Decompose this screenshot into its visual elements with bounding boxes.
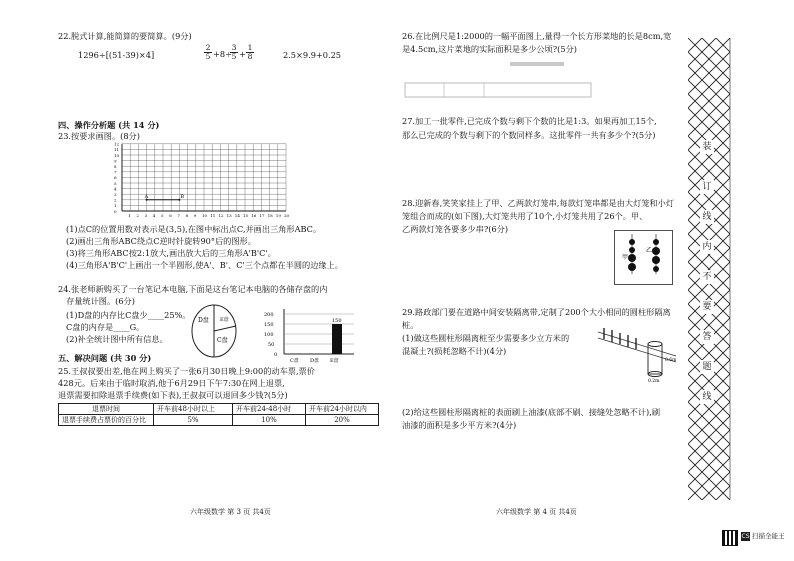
q23-instruction-4: (4)三角形A'B'C'上画出一个半圆形,使A'、B'、C'三个点都在半圆的边缘上。: [66, 260, 343, 270]
q22-expr2: $\frac{2}{5}$ +8÷ $\frac{3}{5}$ + $\frac{1}{8}$: [205, 43, 253, 61]
lantern-label-jia: 甲: [622, 254, 629, 261]
x-tick-label: 17: [259, 213, 265, 218]
q22-title: 22.脱式计算,能简算的要简算。(9分): [58, 31, 192, 41]
y-tick-label: 10: [114, 152, 120, 158]
bar-e-disk: [332, 324, 342, 354]
q24-line-1: 24.张老师新购买了一台笔记本电脑,下面是这台笔记本电脑的各储存盘的内: [58, 284, 328, 294]
table-cell: 5%: [154, 415, 233, 426]
q23-instruction-3: (3)将三角形ABC按2:1放大,画出放大后的三角形A'B'C'。: [66, 248, 276, 258]
q24-line-2: 存量统计图。(6分): [66, 296, 135, 306]
q26-line-2: 是4.5cm,这片菜地的实际面积是多少公顷?(5分): [402, 44, 577, 54]
q23-coordinate-grid: [112, 141, 292, 224]
scan-app-logo-icon: CS: [741, 533, 750, 540]
q24-line-3: (1)D盘的内存比C盘少____25%。: [66, 310, 191, 320]
y-tick-label: 5: [114, 180, 117, 186]
binding-margin-pattern: [688, 38, 730, 500]
q29-bollard-figure: [596, 322, 682, 384]
x-tick-label: 11: [210, 213, 216, 218]
x-tick-label: 16: [251, 213, 257, 218]
point-b-label: B: [180, 193, 185, 200]
bar-y-tick: 100: [264, 332, 274, 338]
binding-char: 题: [700, 360, 714, 374]
q29-line-3: (1)做这些圆柱形隔离桩至少需要多少立方米的: [402, 333, 570, 343]
binding-char: 订: [700, 180, 714, 194]
binding-char: 线: [700, 390, 714, 404]
scan-artifact: [508, 58, 568, 70]
scan-artifact: [404, 80, 594, 102]
x-tick-label: 3: [144, 213, 148, 218]
x-tick-label: 20: [284, 213, 290, 218]
q22-expr1: 1296÷[(51-39)×4]: [78, 50, 155, 60]
right-page-footer: 六年级数学 第 4 页 共4页: [496, 508, 577, 516]
q24-pie-chart: [190, 304, 240, 360]
bollard-height-label: 0.6m: [665, 358, 677, 363]
x-tick-label: 19: [275, 213, 281, 218]
y-tick-label: 12: [114, 141, 120, 147]
x-tick-label: 10: [202, 213, 208, 218]
x-tick-label: 1: [128, 213, 131, 218]
q27-line-1: 27.加工一批零件,已完成个数与剩下个数的比是1:3。如果再加工15个,: [402, 116, 657, 126]
q29-line-4: 混凝土?(损耗忽略不计)(4分): [402, 346, 507, 356]
q28-lantern-figure: [614, 230, 674, 286]
x-tick-label: 8: [185, 213, 189, 218]
x-tick-label: 14: [234, 213, 240, 218]
table-cell: 退票手续费占票价的百分比: [59, 415, 154, 426]
y-tick-label: 11: [114, 147, 120, 153]
q25-line-2: 428元。后来由于临时取消,他于6月29日下午7:30在网上退票,: [58, 378, 285, 388]
binding-char: 装: [700, 140, 714, 154]
table-cell: 10%: [233, 415, 306, 426]
q23-instruction-2: (2)画出三角形ABC绕点C逆时针旋转90°后的图形。: [66, 236, 256, 246]
table-row: [59, 404, 379, 415]
pie-label-d: D盘: [198, 317, 209, 324]
q24-line-5: (2)补全统计图中所有信息。: [66, 334, 168, 344]
bar-x-label-c: C盘: [290, 358, 299, 364]
binding-char: 线: [700, 210, 714, 224]
table-cell: 20%: [306, 415, 379, 426]
y-tick-label: 3: [114, 192, 117, 197]
bar-x-label-e: E盘: [330, 358, 339, 364]
q25-refund-fee-table: [58, 403, 379, 426]
q27-line-2: 那么已完成的个数与剩下的个数同样多。这批零件一共有多少个?(5分): [402, 130, 656, 140]
q22-expr3: 2.5×9.9+0.25: [283, 50, 341, 60]
x-tick-label: 6: [169, 213, 172, 218]
table-header-cell: 开车前24-48小时: [233, 404, 306, 415]
bar-y-tick: 150: [264, 322, 274, 328]
binding-char: 答: [700, 330, 714, 344]
table-header-cell: 开车前48小时以上: [154, 404, 233, 415]
q28-line-2: 笼组合而成的(如下图),大灯笼共用了10个,小灯笼共用了26个。甲、: [402, 211, 648, 221]
q25-line-3: 退票需要扣除退票手续费(如下表),王叔叔可以退回多少钱?(5分): [58, 390, 288, 400]
y-tick-label: 2: [114, 197, 117, 203]
x-tick-label: 18: [267, 213, 273, 218]
bar-y-tick: 50: [268, 342, 275, 348]
q25-line-1: 25.王叔叔要出差,他在网上购买了一张6月30日晚上9:00的动车票,票价: [58, 366, 315, 376]
x-tick-label: 2: [136, 213, 139, 218]
bollard-diameter-label: 0.2m: [648, 379, 660, 384]
table-row: [59, 415, 379, 426]
x-tick-label: 7: [177, 213, 180, 218]
y-tick-label: 6: [114, 175, 117, 181]
scan-app-label: 扫描全能王: [752, 532, 785, 540]
q23-instruction-1: (1)点C的位置用数对表示是(3,5),在图中标出点C,并画出三角形ABC。: [66, 224, 322, 234]
y-tick-label: 1: [114, 203, 117, 209]
q28-line-3: 乙两款灯笼各要多少串?(6分): [402, 224, 509, 234]
binding-char: 不: [700, 270, 714, 284]
q29-line-5: (2)给这些圆柱形隔离桩的表面刷上油漆(底部不刷、接缝处忽略不计),刷: [402, 407, 661, 417]
q28-line-1: 28.迎新春,笑笑家挂上了甲、乙两款灯笼串,每款灯笼串都是由大灯笼和小灯: [402, 198, 675, 208]
x-tick-label: 15: [243, 213, 249, 218]
q24-line-4: C盘的内存是____G。: [66, 322, 145, 332]
point-a-label: A: [144, 193, 149, 200]
x-tick-label: 5: [161, 213, 164, 218]
bar-y-tick: 200: [264, 312, 274, 318]
q26-line-1: 26.在比例尺是1:2000的一幅平面图上,量得一个长方形菜地的长是8cm,宽: [402, 31, 672, 41]
q29-line-1: 29.路政部门要在道路中间安装隔离带,定制了200个大小相同的圆柱形隔离: [402, 307, 671, 317]
section-4-heading: 四、操作分析题 (共 14 分): [58, 120, 160, 130]
y-tick-label: 9: [114, 158, 117, 164]
table-header-cell: 开车前24小时以内: [306, 404, 379, 415]
lantern-label-yi: 乙: [646, 247, 653, 254]
x-tick-label: 12: [218, 213, 224, 218]
y-tick-label: 0: [114, 208, 117, 214]
x-tick-label: 9: [193, 213, 197, 218]
pie-label-c: C盘: [217, 337, 228, 344]
binding-char: 内: [700, 240, 714, 254]
qr-code-icon: [722, 530, 738, 546]
section-5-heading: 五、解决问题 (共 30 分): [58, 353, 152, 363]
left-page-footer: 六年级数学 第 3 页 共4页: [190, 508, 271, 516]
bar-top-label: 150: [332, 318, 342, 324]
q29-line-6: 油漆的面积是多少平方米?(4分): [402, 420, 517, 430]
q29-line-2: 桩。: [402, 320, 419, 330]
table-header-cell: 退票时间: [59, 404, 154, 415]
q23-title: 23.按要求画图。(8分): [58, 131, 140, 141]
y-tick-label: 8: [114, 164, 117, 169]
binding-char: 要: [700, 300, 714, 314]
bar-y-tick: 0: [274, 352, 278, 358]
q24-bar-chart: [262, 307, 362, 365]
y-tick-label: 4: [114, 186, 117, 192]
bar-x-label-d: D盘: [310, 358, 320, 364]
y-tick-label: 7: [114, 169, 117, 175]
x-tick-label: 4: [152, 213, 156, 218]
pie-label-e: E盘: [220, 317, 229, 323]
x-tick-label: 13: [226, 213, 232, 218]
